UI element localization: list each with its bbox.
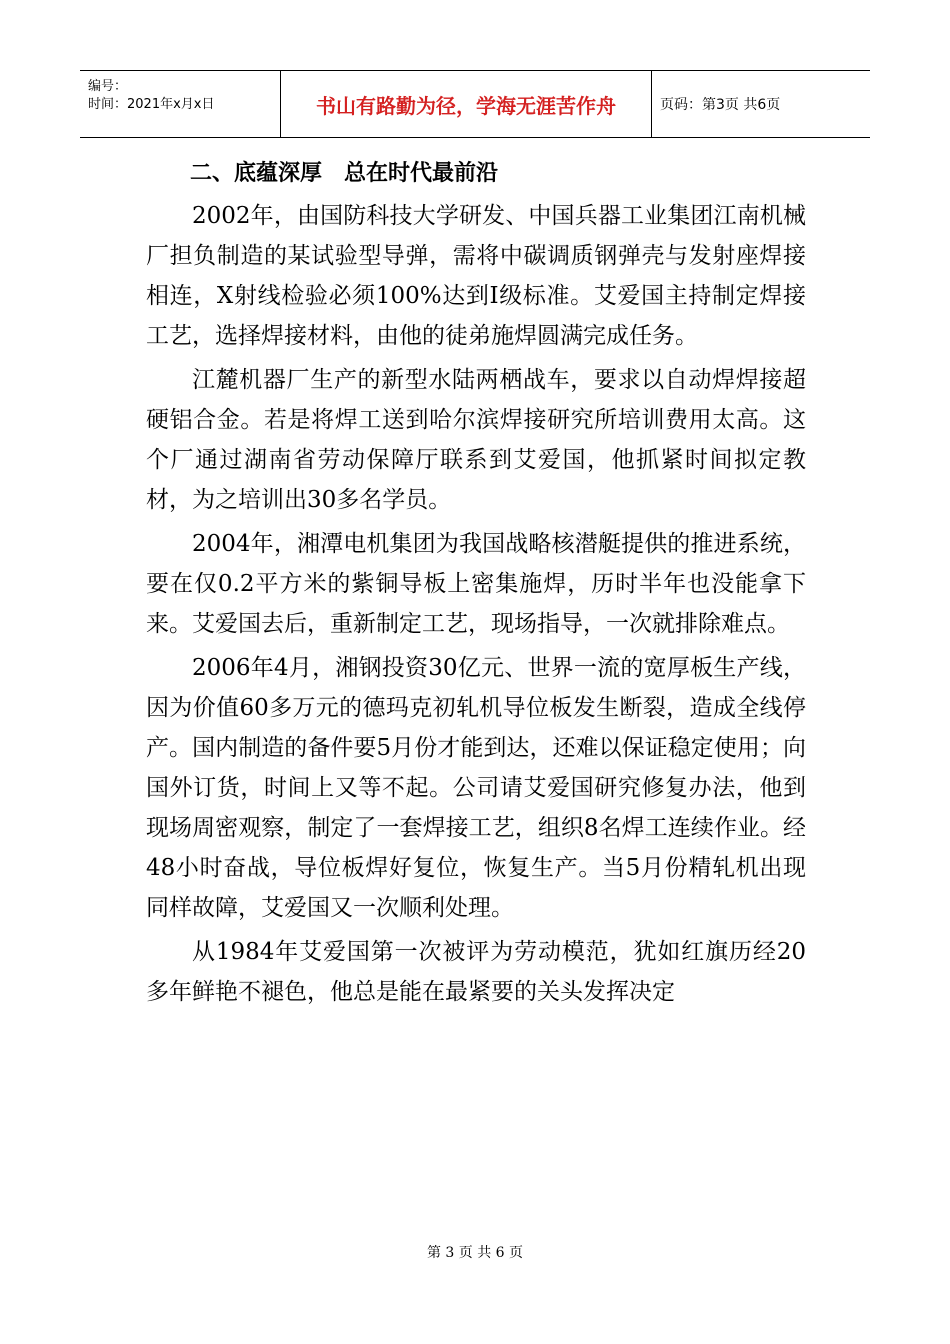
header-page-info: 页码：第3页 共6页: [660, 97, 781, 113]
paragraph: 2006年4月，湘钢投资30亿元、世界一流的宽厚板生产线，因为价值60多万元的德玛克初轧机导位板发生断裂，造成全线停产。国内制造的备件要5月份才能到达，还难以保证稳定使用；向国外订货，时间上又等不起。公司请艾爱国研究修复办法，他到现场周密观察，制定了一套焊接工艺，组织8名焊工连续作业。经48小时奋战，导位板焊好复位，恢复生产。当5月份精轧机出现同样故障，艾爱国又一次顺利处理。: [146, 655, 806, 921]
paragraph: 从1984年艾爱国第一次被评为劳动模范，犹如红旗历经20多年鲜艳不褪色，他总是能在最紧要的关头发挥决定: [146, 939, 806, 1005]
paragraph: 2002年，由国防科技大学研发、中国兵器工业集团江南机械厂担负制造的某试验型导弹，需将中碳调质钢弹壳与发射座焊接相连，X射线检验必须100%达到Ⅰ级标准。艾爱国主持制定焊接工艺，选择焊接材料，由他的徒弟施焊圆满完成任务。: [146, 203, 806, 349]
number-label: 编号：: [88, 79, 128, 94]
header-motto: 书山有路勤为径，学海无涯苦作舟: [281, 71, 652, 137]
date-label: 时间：2021年x月x日: [88, 97, 215, 112]
paragraph: 江麓机器厂生产的新型水陆两栖战车，要求以自动焊焊接超硬铝合金。若是将焊工送到哈尔滨焊接研究所培训费用太高。这个厂通过湖南省劳动保障厅联系到艾爱国，他抓紧时间拟定教材，为之培训出30多名学员。: [146, 367, 806, 513]
header-meta-cell: [80, 71, 281, 137]
page-header: [80, 70, 870, 138]
body-text: [146, 196, 806, 1016]
page-footer: 第 3 页 共 6 页: [426, 1245, 524, 1261]
section-title: 二、底蕴深厚 总在时代最前沿: [190, 161, 499, 186]
paragraph: 2004年，湘潭电机集团为我国战略核潜艇提供的推进系统，要在仅0.2平方米的紫铜导板上密集施焊，历时半年也没能拿下来。艾爱国去后，重新制定工艺，现场指导，一次就排除难点。: [146, 531, 806, 637]
